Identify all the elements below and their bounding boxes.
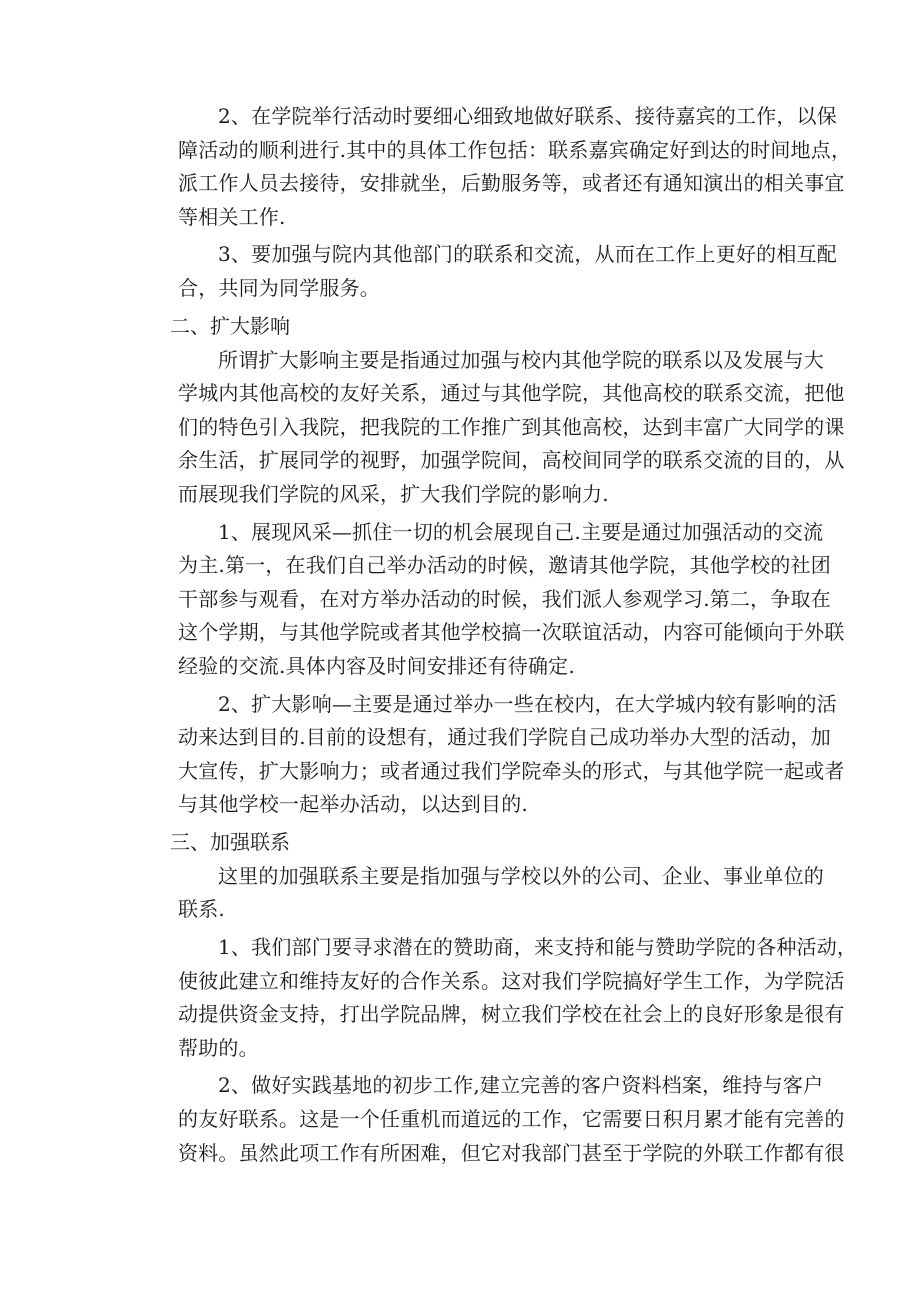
text-line: 而展现我们学院的风采，扩大我们学院的影响力. xyxy=(178,481,609,506)
text-line: 合，共同为同学服务。 xyxy=(178,275,380,300)
paragraph xyxy=(138,238,837,305)
text-line: 这里的加强联系主要是指加强与学校以外的公司、企业、事业单位的 xyxy=(218,863,824,888)
section-heading: 三、加强联系 xyxy=(170,829,290,854)
text-line: 3、要加强与院内其他部门的联系和交流，从而在工作上更好的相互配 xyxy=(218,242,837,267)
text-line: 动来达到目的.目前的设想有，通过我们学院自己成功举办大型的活动，加 xyxy=(178,725,831,750)
text-line: 们的特色引入我院，把我院的工作推广到其他高校，达到丰富广大同学的课 xyxy=(178,414,845,439)
text-line: 帮助的。 xyxy=(178,1035,259,1060)
paragraph xyxy=(138,1069,845,1170)
text-line: 资料。虽然此项工作有所困难，但它对我部门甚至于学院的外联工作都有很 xyxy=(178,1140,845,1165)
text-line: 派工作人员去接待，安排就坐，后勤服务等，或者还有通知演出的相关事宜 xyxy=(178,171,845,196)
text-line: 联系. xyxy=(178,897,225,922)
text-line: 学城内其他高校的友好关系，通过与其他学院，其他高校的联系交流，把他 xyxy=(178,381,845,406)
text-line: 1、我们部门要寻求潜在的赞助商，来支持和能与赞助学院的各种活动， xyxy=(218,935,858,960)
text-line: 干部参与观看，在对方举办活动的时候，我们派人参观学习.第二，争取在 xyxy=(178,586,831,611)
text-line: 经验的交流.具体内容及时间安排还有待确定. xyxy=(178,653,575,678)
text-line: 动提供资金支持，打出学院品牌，树立我们学校在社会上的良好形象是很有 xyxy=(178,1002,845,1027)
text-line: 大宣传，扩大影响力；或者通过我们学院牵头的形式，与其他学院一起或者 xyxy=(178,758,845,783)
paragraph xyxy=(138,860,824,927)
text-line: 为主.第一，在我们自己举办活动的时候，邀请其他学院，其他学校的社团 xyxy=(178,553,831,578)
document-page xyxy=(138,100,858,1170)
paragraph xyxy=(138,516,845,684)
section-heading: 二、扩大影响 xyxy=(170,313,290,338)
text-line: 的友好联系。这是一个任重机而道远的工作，它需要日积月累才能有完善的 xyxy=(178,1107,845,1132)
text-line: 余生活，扩展同学的视野，加强学院间，高校间同学的联系交流的目的，从 xyxy=(178,448,845,473)
paragraph xyxy=(138,688,845,822)
text-line: 等相关工作. xyxy=(178,204,286,229)
text-line: 这个学期，与其他学院或者其他学校搞一次联谊活动，内容可能倾向于外联 xyxy=(178,620,845,645)
text-line: 2、做好实践基地的初步工作,建立完善的客户资料档案，维持与客户 xyxy=(218,1073,824,1098)
paragraph xyxy=(138,100,852,234)
text-line: 2、在学院举行活动时要细心细致地做好联系、接待嘉宾的工作，以保 xyxy=(218,104,837,128)
text-line: 2、扩大影响—主要是通过举办一些在校内，在大学城内较有影响的活 xyxy=(218,691,837,716)
text-line: 1、展现风采—抓住一切的机会展现自己.主要是通过加强活动的交流 xyxy=(218,519,824,544)
text-line: 与其他学校一起举办活动，以达到目的. xyxy=(178,792,528,817)
paragraph xyxy=(138,931,858,1065)
text-line: 所谓扩大影响主要是指通过加强与校内其他学院的联系以及发展与大 xyxy=(218,347,824,372)
text-line: 障活动的顺利进行.其中的具体工作包括：联系嘉宾确定好到达的时间地点， xyxy=(178,137,852,162)
text-line: 使彼此建立和维持友好的合作关系。这对我们学院搞好学生工作，为学院活 xyxy=(178,968,845,993)
paragraph xyxy=(138,344,845,512)
